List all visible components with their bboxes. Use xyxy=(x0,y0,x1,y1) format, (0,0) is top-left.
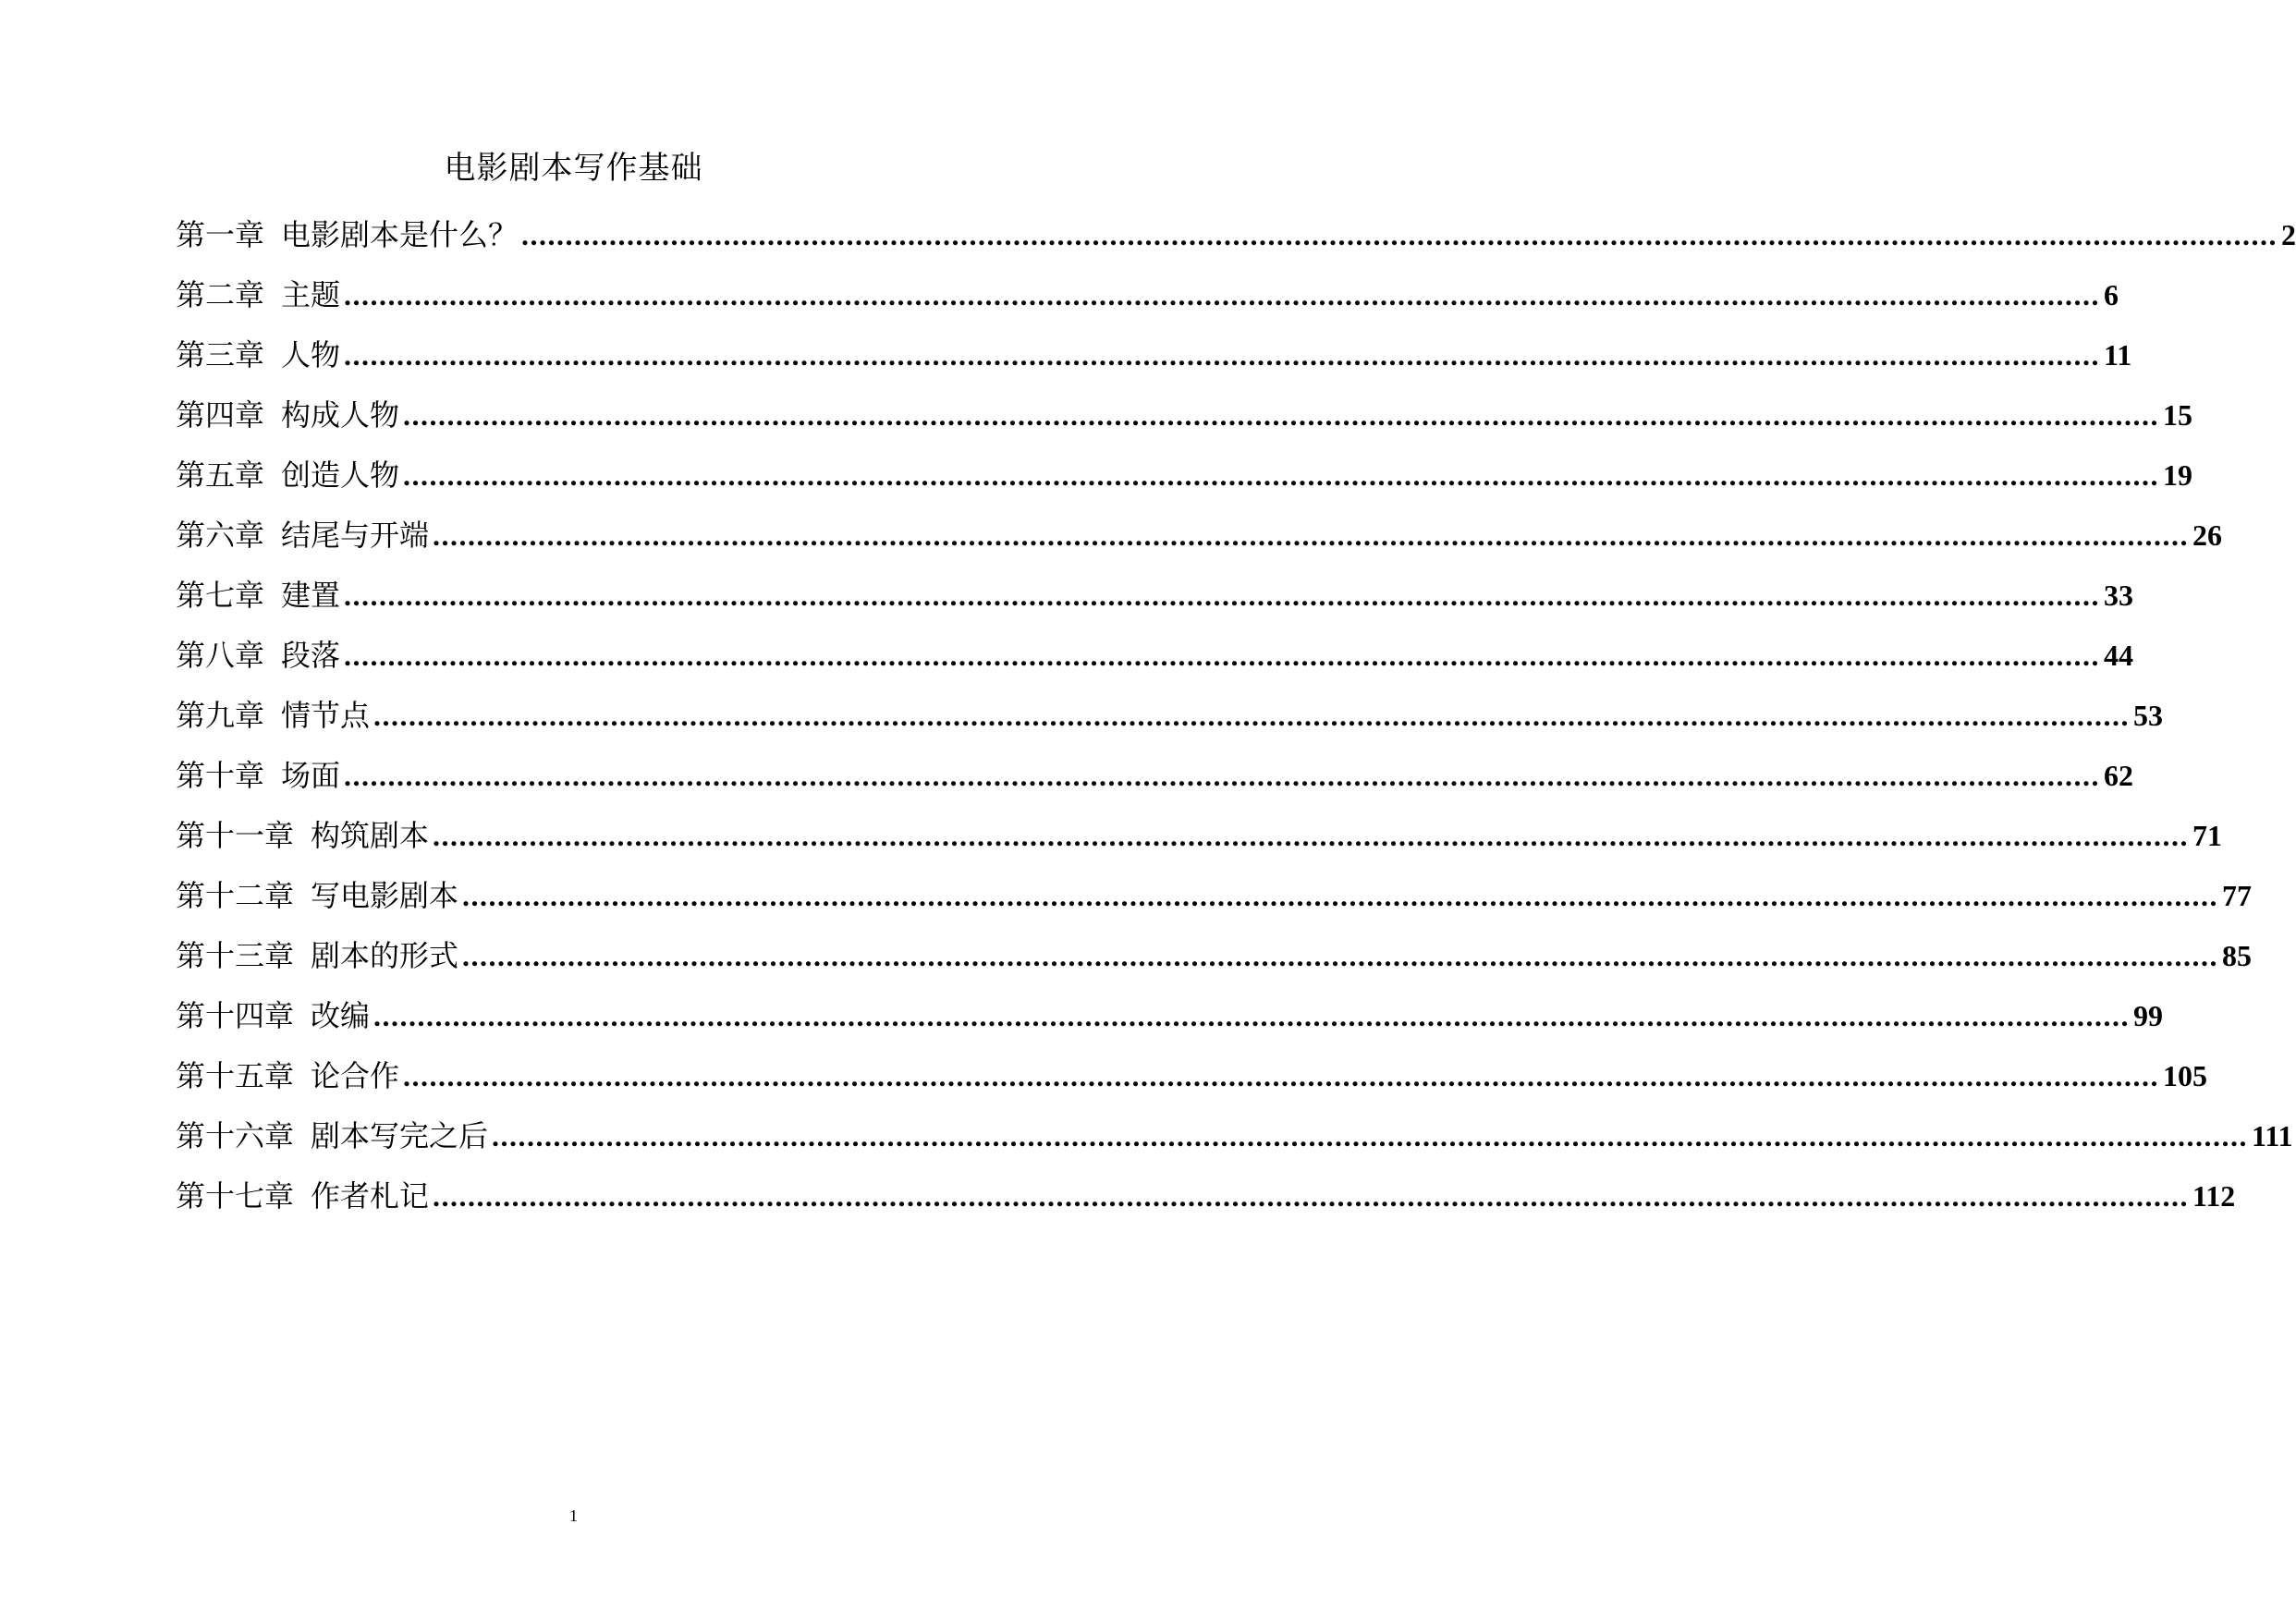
toc-chapter-title: 改编 xyxy=(311,998,371,1033)
toc-entry[interactable] xyxy=(176,986,2164,1046)
toc-page-number: 11 xyxy=(2104,338,2132,372)
toc-dot-leader: ........................................................................................................................................................................................................ xyxy=(344,579,2101,612)
toc-chapter-number: 第六章 xyxy=(176,518,265,553)
toc-dot-leader: ........................................................................................................................................................................................................ xyxy=(462,879,2219,912)
toc-dot-leader: ........................................................................................................................................................................................................ xyxy=(433,1179,2190,1213)
toc-chapter-title: 构成人物 xyxy=(281,397,400,433)
toc-chapter-title: 论合作 xyxy=(311,1058,400,1093)
toc-page-number: 105 xyxy=(2163,1059,2208,1092)
toc-chapter-number: 第十四章 xyxy=(176,998,295,1033)
toc-chapter-title: 情节点 xyxy=(281,698,371,733)
toc-chapter-number: 第九章 xyxy=(176,698,265,733)
toc-chapter-title: 主题 xyxy=(281,277,341,312)
page-number: 1 xyxy=(569,1506,578,1525)
toc-chapter-title: 剧本写完之后 xyxy=(311,1118,489,1153)
toc-chapter-title: 段落 xyxy=(281,638,341,673)
toc-entry[interactable] xyxy=(176,566,2134,626)
toc-dot-leader: ........................................................................................................................................................................................................ xyxy=(344,639,2101,672)
toc-dot-leader: ........................................................................................................................................................................................................ xyxy=(403,1059,2160,1092)
toc-page-number: 44 xyxy=(2104,639,2134,672)
toc-chapter-number: 第八章 xyxy=(176,638,265,673)
toc-dot-leader: ........................................................................................................................................................................................................ xyxy=(521,218,2278,251)
toc-page-number: 77 xyxy=(2222,879,2253,912)
toc-entry[interactable] xyxy=(176,385,2193,445)
toc-chapter-title: 结尾与开端 xyxy=(281,518,430,553)
table-of-contents xyxy=(176,205,2296,1226)
toc-page-number: 85 xyxy=(2222,939,2253,972)
toc-chapter-title: 人物 xyxy=(281,337,341,372)
toc-chapter-title: 构筑剧本 xyxy=(311,818,430,853)
toc-page-number: 6 xyxy=(2104,278,2119,311)
toc-chapter-number: 第五章 xyxy=(176,457,265,493)
toc-dot-leader: ........................................................................................................................................................................................................ xyxy=(403,458,2160,492)
toc-dot-leader: ........................................................................................................................................................................................................ xyxy=(433,518,2190,552)
toc-entry[interactable] xyxy=(176,926,2253,986)
toc-dot-leader: ........................................................................................................................................................................................................ xyxy=(492,1119,2249,1152)
toc-dot-leader: ........................................................................................................................................................................................................ xyxy=(344,338,2101,372)
toc-page-number: 2 xyxy=(2281,218,2296,251)
toc-chapter-number: 第十五章 xyxy=(176,1058,295,1093)
toc-chapter-number: 第一章 xyxy=(176,217,265,252)
toc-chapter-number: 第十章 xyxy=(176,758,265,793)
toc-chapter-number: 第十一章 xyxy=(176,818,295,853)
toc-page-number: 71 xyxy=(2192,819,2223,852)
toc-chapter-number: 第四章 xyxy=(176,397,265,433)
toc-entry[interactable] xyxy=(176,806,2223,866)
toc-entry[interactable] xyxy=(176,746,2134,806)
toc-page-number: 112 xyxy=(2192,1179,2236,1213)
toc-dot-leader: ........................................................................................................................................................................................................ xyxy=(344,759,2101,792)
toc-page-number: 15 xyxy=(2163,398,2193,432)
toc-entry[interactable] xyxy=(176,325,2132,385)
toc-page-number: 53 xyxy=(2133,699,2164,732)
toc-entry[interactable] xyxy=(176,866,2253,926)
toc-entry[interactable] xyxy=(176,445,2193,506)
toc-dot-leader: ........................................................................................................................................................................................................ xyxy=(403,398,2160,432)
toc-chapter-title: 创造人物 xyxy=(281,457,400,493)
toc-chapter-number: 第十六章 xyxy=(176,1118,295,1153)
toc-entry[interactable] xyxy=(176,626,2134,686)
toc-dot-leader: ........................................................................................................................................................................................................ xyxy=(462,939,2219,972)
toc-chapter-number: 第十三章 xyxy=(176,938,295,973)
document-title: 电影剧本写作基础 xyxy=(444,150,703,187)
toc-entry[interactable] xyxy=(176,1106,2293,1166)
toc-page-number: 62 xyxy=(2104,759,2134,792)
toc-entry[interactable] xyxy=(176,205,2296,265)
toc-chapter-title: 剧本的形式 xyxy=(311,938,459,973)
toc-entry[interactable] xyxy=(176,506,2223,566)
toc-chapter-number: 第二章 xyxy=(176,277,265,312)
toc-chapter-title: 作者札记 xyxy=(311,1178,430,1213)
toc-page-number: 19 xyxy=(2163,458,2193,492)
toc-chapter-title: 场面 xyxy=(281,758,341,793)
toc-chapter-title: 写电影剧本 xyxy=(311,878,459,913)
toc-dot-leader: ........................................................................................................................................................................................................ xyxy=(373,699,2131,732)
toc-page-number: 99 xyxy=(2133,999,2164,1032)
toc-chapter-number: 第十七章 xyxy=(176,1178,295,1213)
toc-entry[interactable] xyxy=(176,265,2119,325)
toc-page-number: 111 xyxy=(2252,1119,2293,1152)
toc-dot-leader: ........................................................................................................................................................................................................ xyxy=(344,278,2101,311)
toc-chapter-title: 电影剧本是什么？ xyxy=(281,217,519,252)
toc-entry[interactable] xyxy=(176,686,2164,746)
toc-entry[interactable] xyxy=(176,1046,2208,1106)
toc-dot-leader: ........................................................................................................................................................................................................ xyxy=(373,999,2131,1032)
toc-entry[interactable] xyxy=(176,1166,2236,1226)
toc-chapter-number: 第十二章 xyxy=(176,878,295,913)
toc-chapter-number: 第七章 xyxy=(176,578,265,613)
toc-dot-leader: ........................................................................................................................................................................................................ xyxy=(433,819,2190,852)
toc-chapter-number: 第三章 xyxy=(176,337,265,372)
toc-page-number: 26 xyxy=(2192,518,2223,552)
toc-chapter-title: 建置 xyxy=(281,578,341,613)
toc-page-number: 33 xyxy=(2104,579,2134,612)
